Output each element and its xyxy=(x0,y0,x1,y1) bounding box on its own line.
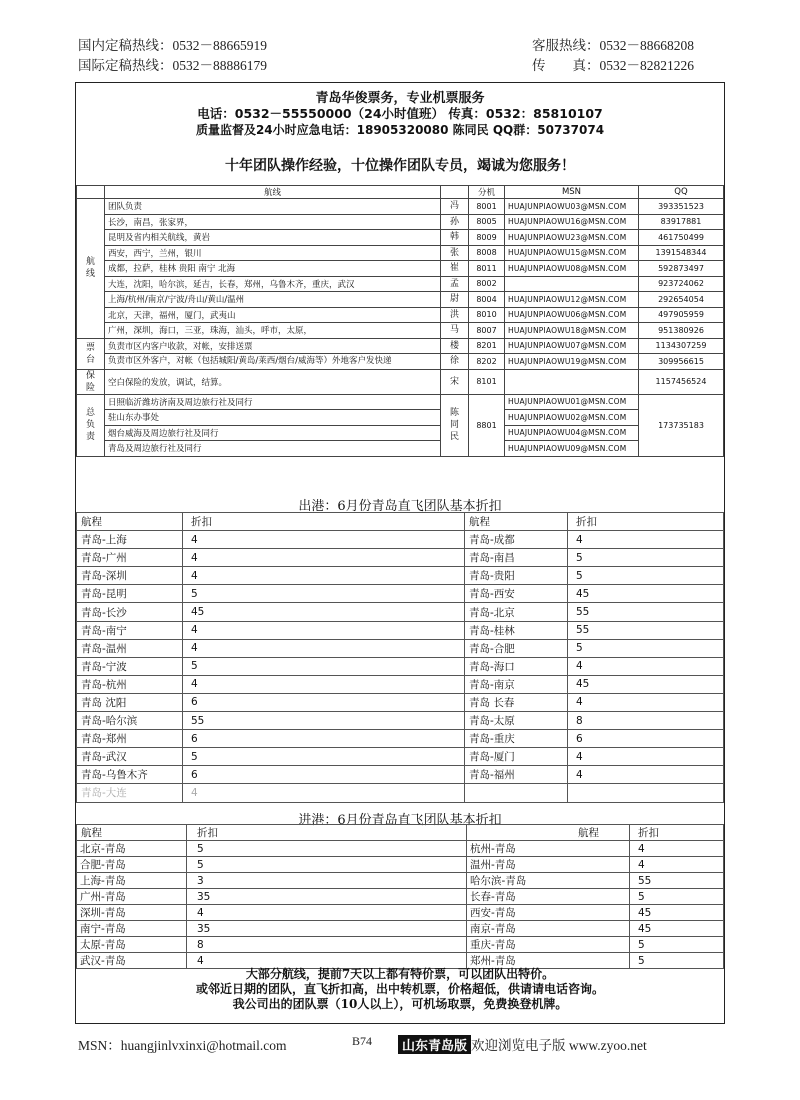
inbound-discount: 55 xyxy=(630,873,724,889)
staff-qq[interactable]: 393351523 xyxy=(639,199,724,215)
inbound-route: 杭州-青岛 xyxy=(467,841,630,857)
inbound-route: 哈尔滨-青岛 xyxy=(467,873,630,889)
staff-msn[interactable]: HUAJUNPIAOWU06@MSN.COM xyxy=(505,307,639,323)
note-line-2: 或邻近日期的团队，直飞折扣高，出中转机票，价格超低，供请请电话咨询。 xyxy=(195,982,604,996)
inbound-route: 重庆-青岛 xyxy=(467,937,630,953)
outbound-route: 青岛-厦门 xyxy=(465,748,568,766)
staff-msn[interactable]: HUAJUNPIAOWU02@MSN.COM xyxy=(505,410,639,426)
staff-name: 崔 xyxy=(441,261,469,277)
staff-row xyxy=(77,214,724,230)
outbound-discount: 4 xyxy=(183,567,465,585)
outbound-discount: 4 xyxy=(183,784,465,802)
outbound-discount: 4 xyxy=(568,657,724,675)
staff-route: 上海/杭州/南京/宁波/舟山/黄山/温州 xyxy=(105,292,441,308)
staff-route: 北京，天津，福州，厦门，武夷山 xyxy=(105,307,441,323)
outbound-route: 青岛-昆明 xyxy=(77,585,183,603)
staff-route: 负责市区内客户收款，对帐，安排送票 xyxy=(105,338,441,354)
staff-row xyxy=(77,307,724,323)
staff-name: 洪 xyxy=(441,307,469,323)
staff-row xyxy=(77,425,724,441)
staff-route: 长沙，南昌，张家界， xyxy=(105,214,441,230)
inbound-discount: 5 xyxy=(630,937,724,953)
inbound-discount: 5 xyxy=(187,841,467,857)
staff-msn[interactable]: HUAJUNPIAOWU08@MSN.COM xyxy=(505,261,639,277)
staff-qq[interactable]: 309956615 xyxy=(639,354,724,370)
inbound-discount: 45 xyxy=(630,921,724,937)
inbound-route: 上海-青岛 xyxy=(77,873,187,889)
outbound-route: 青岛-贵阳 xyxy=(465,567,568,585)
inbound-discount: 5 xyxy=(187,857,467,873)
outbound-route: 青岛-广州 xyxy=(77,549,183,567)
outbound-route: 青岛-哈尔滨 xyxy=(77,712,183,730)
outbound-discount: 4 xyxy=(183,639,465,657)
inbound-route: 深圳-青岛 xyxy=(77,905,187,921)
outbound-route: 青岛-长沙 xyxy=(77,603,183,621)
inbound-route: 南宁-青岛 xyxy=(77,921,187,937)
outbound-discount: 4 xyxy=(183,675,465,693)
staff-route: 昆明及省内相关航线，黄岩 xyxy=(105,230,441,246)
staff-ext: 8008 xyxy=(469,245,505,261)
outbound-route xyxy=(465,784,568,802)
inbound-discount: 5 xyxy=(630,889,724,905)
outbound-route: 青岛-乌鲁木齐 xyxy=(77,766,183,784)
outbound-discount: 6 xyxy=(568,730,724,748)
inbound-discount: 35 xyxy=(187,921,467,937)
outbound-route: 青岛-深圳 xyxy=(77,567,183,585)
staff-group-label: 保 险 xyxy=(77,369,105,394)
staff-qq[interactable]: 292654054 xyxy=(639,292,724,308)
main-frame xyxy=(75,82,725,1024)
footer-msn: MSN：huangjinlvxinxi@hotmail.com xyxy=(78,1038,287,1053)
inbound-header-discount: 折扣 xyxy=(630,825,724,841)
staff-group-label: 票 台 xyxy=(77,338,105,369)
outbound-row xyxy=(77,730,724,748)
inbound-header-route: 航程 xyxy=(467,825,630,841)
staff-row xyxy=(77,394,724,410)
inbound-discount: 4 xyxy=(187,953,467,969)
outbound-route: 青岛-太原 xyxy=(465,712,568,730)
outbound-discount: 5 xyxy=(568,639,724,657)
inbound-discount: 35 xyxy=(187,889,467,905)
staff-header-qq: QQ xyxy=(639,186,724,199)
outbound-discount: 4 xyxy=(568,531,724,549)
inbound-row xyxy=(77,937,724,953)
top-right-fax: 传 真：0532－82821226 xyxy=(532,58,694,73)
staff-header-name-blank xyxy=(441,186,469,199)
staff-msn[interactable]: HUAJUNPIAOWU19@MSN.COM xyxy=(505,354,639,370)
inbound-discount: 5 xyxy=(630,953,724,969)
outbound-discount: 4 xyxy=(568,766,724,784)
inbound-discount: 4 xyxy=(630,857,724,873)
staff-name: 孟 xyxy=(441,276,469,292)
staff-name: 陈 同 民 xyxy=(441,394,469,456)
staff-route: 大连，沈阳，哈尔滨，延吉，长春，郑州，乌鲁木齐，重庆，武汉 xyxy=(105,276,441,292)
inbound-route: 南京-青岛 xyxy=(467,921,630,937)
staff-row xyxy=(77,245,724,261)
staff-row xyxy=(77,354,724,370)
staff-row xyxy=(77,441,724,457)
staff-msn[interactable]: HUAJUNPIAOWU01@MSN.COM xyxy=(505,394,639,410)
staff-route: 团队负责 xyxy=(105,199,441,215)
staff-route: 日照临沂潍坊济南及周边旅行社及同行 xyxy=(105,394,441,410)
outbound-discount xyxy=(568,784,724,802)
staff-ext: 8201 xyxy=(469,338,505,354)
inbound-route: 西安-青岛 xyxy=(467,905,630,921)
outbound-route: 青岛-西安 xyxy=(465,585,568,603)
inbound-discount-table xyxy=(76,824,724,969)
company-phone-line: 电话：0532－55550000（24小时值班） 传真：0532：85810107 xyxy=(197,106,603,121)
outbound-row xyxy=(77,585,724,603)
outbound-row xyxy=(77,531,724,549)
outbound-route: 青岛 沈阳 xyxy=(77,693,183,711)
staff-route: 空白保险的发放，调试，结算。 xyxy=(105,369,441,394)
staff-msn[interactable]: HUAJUNPIAOWU16@MSN.COM xyxy=(505,214,639,230)
outbound-route: 青岛-重庆 xyxy=(465,730,568,748)
staff-msn[interactable]: HUAJUNPIAOWU18@MSN.COM xyxy=(505,323,639,339)
outbound-discount: 55 xyxy=(568,603,724,621)
outbound-discount: 5 xyxy=(183,657,465,675)
outbound-route: 青岛-武汉 xyxy=(77,748,183,766)
staff-qq[interactable]: 592873497 xyxy=(639,261,724,277)
outbound-header-route: 航程 xyxy=(77,513,183,531)
outbound-discount: 4 xyxy=(183,549,465,567)
outbound-discount-table xyxy=(76,512,724,803)
outbound-header-discount: 折扣 xyxy=(568,513,724,531)
staff-name: 韩 xyxy=(441,230,469,246)
outbound-row xyxy=(77,639,724,657)
top-right-service-hotline: 客服热线：0532－88668208 xyxy=(532,38,694,53)
outbound-route: 青岛-南宁 xyxy=(77,621,183,639)
staff-name: 马 xyxy=(441,323,469,339)
inbound-header-row xyxy=(77,825,724,841)
staff-name: 徐 xyxy=(441,354,469,370)
staff-msn[interactable]: HUAJUNPIAOWU09@MSN.COM xyxy=(505,441,639,457)
staff-name: 冯 xyxy=(441,199,469,215)
staff-msn[interactable]: HUAJUNPIAOWU15@MSN.COM xyxy=(505,245,639,261)
staff-qq[interactable]: 173735183 xyxy=(639,394,724,456)
staff-qq[interactable]: 1134307259 xyxy=(639,338,724,354)
staff-name: 尉 xyxy=(441,292,469,308)
outbound-route: 青岛-上海 xyxy=(77,531,183,549)
outbound-discount: 6 xyxy=(183,766,465,784)
outbound-discount: 5 xyxy=(568,567,724,585)
top-left-hotline-2: 国际定稿热线：0532－88886179 xyxy=(78,58,267,73)
staff-ext: 8010 xyxy=(469,307,505,323)
outbound-row xyxy=(77,621,724,639)
outbound-route: 青岛-南昌 xyxy=(465,549,568,567)
inbound-route: 郑州-青岛 xyxy=(467,953,630,969)
inbound-route: 武汉-青岛 xyxy=(77,953,187,969)
outbound-route: 青岛-桂林 xyxy=(465,621,568,639)
outbound-row xyxy=(77,784,724,802)
inbound-row xyxy=(77,905,724,921)
staff-header-ext: 分机 xyxy=(469,186,505,199)
staff-row xyxy=(77,338,724,354)
outbound-title: 出港：6月份青岛直飞团队基本折扣 xyxy=(298,499,502,514)
staff-group-label: 航 线 xyxy=(77,199,105,339)
staff-route: 烟台威海及周边旅行社及同行 xyxy=(105,425,441,441)
outbound-route: 青岛-宁波 xyxy=(77,657,183,675)
outbound-discount: 4 xyxy=(568,748,724,766)
staff-ext: 8007 xyxy=(469,323,505,339)
inbound-discount: 4 xyxy=(187,905,467,921)
outbound-row xyxy=(77,693,724,711)
staff-row xyxy=(77,410,724,426)
inbound-route: 长春-青岛 xyxy=(467,889,630,905)
staff-ext: 8005 xyxy=(469,214,505,230)
outbound-discount: 5 xyxy=(183,748,465,766)
staff-route: 成都，拉萨，桂林 贵阳 南宁 北海 xyxy=(105,261,441,277)
staff-qq[interactable]: 923724062 xyxy=(639,276,724,292)
staff-row xyxy=(77,323,724,339)
inbound-row xyxy=(77,857,724,873)
staff-qq[interactable]: 951380926 xyxy=(639,323,724,339)
top-left-hotline-1: 国内定稿热线：0532－88665919 xyxy=(78,38,267,53)
outbound-row xyxy=(77,712,724,730)
outbound-discount: 5 xyxy=(568,549,724,567)
inbound-header-route: 航程 xyxy=(77,825,187,841)
staff-header-blank xyxy=(77,186,105,199)
outbound-header-discount: 折扣 xyxy=(183,513,465,531)
outbound-discount: 45 xyxy=(183,603,465,621)
outbound-discount: 6 xyxy=(183,693,465,711)
outbound-route: 青岛-合肥 xyxy=(465,639,568,657)
staff-ext: 8202 xyxy=(469,354,505,370)
outbound-discount: 4 xyxy=(568,693,724,711)
staff-ext: 8004 xyxy=(469,292,505,308)
inbound-route: 北京-青岛 xyxy=(77,841,187,857)
outbound-row xyxy=(77,567,724,585)
outbound-discount: 55 xyxy=(183,712,465,730)
staff-ext: 8101 xyxy=(469,369,505,394)
staff-qq[interactable]: 497905959 xyxy=(639,307,724,323)
outbound-discount: 6 xyxy=(183,730,465,748)
emergency-phone-line: 质量监督及24小时应急电话：18905320080 陈同民 QQ群：50737074 xyxy=(195,123,605,137)
outbound-route: 青岛-成都 xyxy=(465,531,568,549)
outbound-discount: 45 xyxy=(568,675,724,693)
outbound-route: 青岛-海口 xyxy=(465,657,568,675)
staff-qq[interactable]: 1157456524 xyxy=(639,369,724,394)
staff-name: 张 xyxy=(441,245,469,261)
outbound-row xyxy=(77,766,724,784)
staff-header-msn: MSN xyxy=(505,186,639,199)
footer-edition xyxy=(398,1034,647,1054)
staff-contact-table xyxy=(76,185,724,457)
outbound-route: 青岛-大连 xyxy=(77,784,183,802)
staff-msn[interactable] xyxy=(505,276,639,292)
inbound-discount: 4 xyxy=(630,841,724,857)
staff-route: 西安，西宁，兰州，银川 xyxy=(105,245,441,261)
inbound-discount: 3 xyxy=(187,873,467,889)
staff-route: 广州，深圳，海口，三亚，珠海，汕头，呼市，太原， xyxy=(105,323,441,339)
inbound-route: 太原-青岛 xyxy=(77,937,187,953)
outbound-route: 青岛-温州 xyxy=(77,639,183,657)
staff-row xyxy=(77,199,724,215)
staff-msn[interactable]: HUAJUNPIAOWU03@MSN.COM xyxy=(505,199,639,215)
staff-route: 驻山东办事处 xyxy=(105,410,441,426)
outbound-route: 青岛-北京 xyxy=(465,603,568,621)
outbound-row xyxy=(77,603,724,621)
staff-header-route: 航线 xyxy=(105,186,441,199)
inbound-row xyxy=(77,889,724,905)
staff-qq[interactable]: 461750499 xyxy=(639,230,724,246)
inbound-row xyxy=(77,841,724,857)
staff-row xyxy=(77,261,724,277)
outbound-header-row xyxy=(77,513,724,531)
staff-ext: 8001 xyxy=(469,199,505,215)
inbound-row xyxy=(77,873,724,889)
slogan: 十年团队操作经验，十位操作团队专员，竭诚为您服务！ xyxy=(225,158,575,174)
inbound-row xyxy=(77,921,724,937)
outbound-route: 青岛-杭州 xyxy=(77,675,183,693)
note-line-1: 大部分航线，提前7天以上都有特价票，可以团队出特价。 xyxy=(245,967,555,981)
footer-page-number: B74 xyxy=(352,1034,373,1048)
staff-ext: 8002 xyxy=(469,276,505,292)
staff-msn[interactable]: HUAJUNPIAOWU23@MSN.COM xyxy=(505,230,639,246)
company-title: 青岛华俊票务，专业机票服务 xyxy=(315,91,485,106)
staff-qq[interactable]: 83917881 xyxy=(639,214,724,230)
staff-row xyxy=(77,276,724,292)
staff-msn[interactable] xyxy=(505,369,639,394)
edition-tag: 山东青岛版 xyxy=(398,1035,471,1054)
outbound-route: 青岛-福州 xyxy=(465,766,568,784)
staff-route: 青岛及周边旅行社及同行 xyxy=(105,441,441,457)
note-line-3: 我公司出的团队票（10人以上），可机场取票，免费换登机牌。 xyxy=(232,997,568,1011)
staff-name: 楼 xyxy=(441,338,469,354)
staff-ext: 8011 xyxy=(469,261,505,277)
staff-row xyxy=(77,292,724,308)
staff-row xyxy=(77,369,724,394)
inbound-title: 进港：6月份青岛直飞团队基本折扣 xyxy=(298,813,502,828)
staff-ext: 8009 xyxy=(469,230,505,246)
inbound-route: 温州-青岛 xyxy=(467,857,630,873)
outbound-discount: 4 xyxy=(183,621,465,639)
outbound-route: 青岛-南京 xyxy=(465,675,568,693)
inbound-discount: 8 xyxy=(187,937,467,953)
inbound-header-discount: 折扣 xyxy=(187,825,467,841)
outbound-header-route: 航程 xyxy=(465,513,568,531)
staff-name: 孙 xyxy=(441,214,469,230)
staff-ext: 8801 xyxy=(469,394,505,456)
inbound-route: 合肥-青岛 xyxy=(77,857,187,873)
outbound-discount: 55 xyxy=(568,621,724,639)
staff-msn[interactable]: HUAJUNPIAOWU12@MSN.COM xyxy=(505,292,639,308)
outbound-row xyxy=(77,657,724,675)
outbound-discount: 8 xyxy=(568,712,724,730)
staff-group-label: 总 负 责 xyxy=(77,394,105,456)
staff-msn[interactable]: HUAJUNPIAOWU07@MSN.COM xyxy=(505,338,639,354)
outbound-route: 青岛 长春 xyxy=(465,693,568,711)
inbound-discount: 45 xyxy=(630,905,724,921)
outbound-route: 青岛-郑州 xyxy=(77,730,183,748)
staff-row xyxy=(77,230,724,246)
footer-welcome[interactable]: 欢迎浏览电子版 www.zyoo.net xyxy=(471,1038,647,1053)
staff-msn[interactable]: HUAJUNPIAOWU04@MSN.COM xyxy=(505,425,639,441)
outbound-discount: 4 xyxy=(183,531,465,549)
outbound-row xyxy=(77,675,724,693)
outbound-row xyxy=(77,549,724,567)
staff-route: 负责市区外客户，对帐（包括城阳/黄岛/莱西/烟台/威海等）外地客户发快递 xyxy=(105,354,441,370)
staff-qq[interactable]: 1391548344 xyxy=(639,245,724,261)
outbound-row xyxy=(77,748,724,766)
inbound-route: 广州-青岛 xyxy=(77,889,187,905)
outbound-discount: 45 xyxy=(568,585,724,603)
outbound-discount: 5 xyxy=(183,585,465,603)
staff-name: 宋 xyxy=(441,369,469,394)
